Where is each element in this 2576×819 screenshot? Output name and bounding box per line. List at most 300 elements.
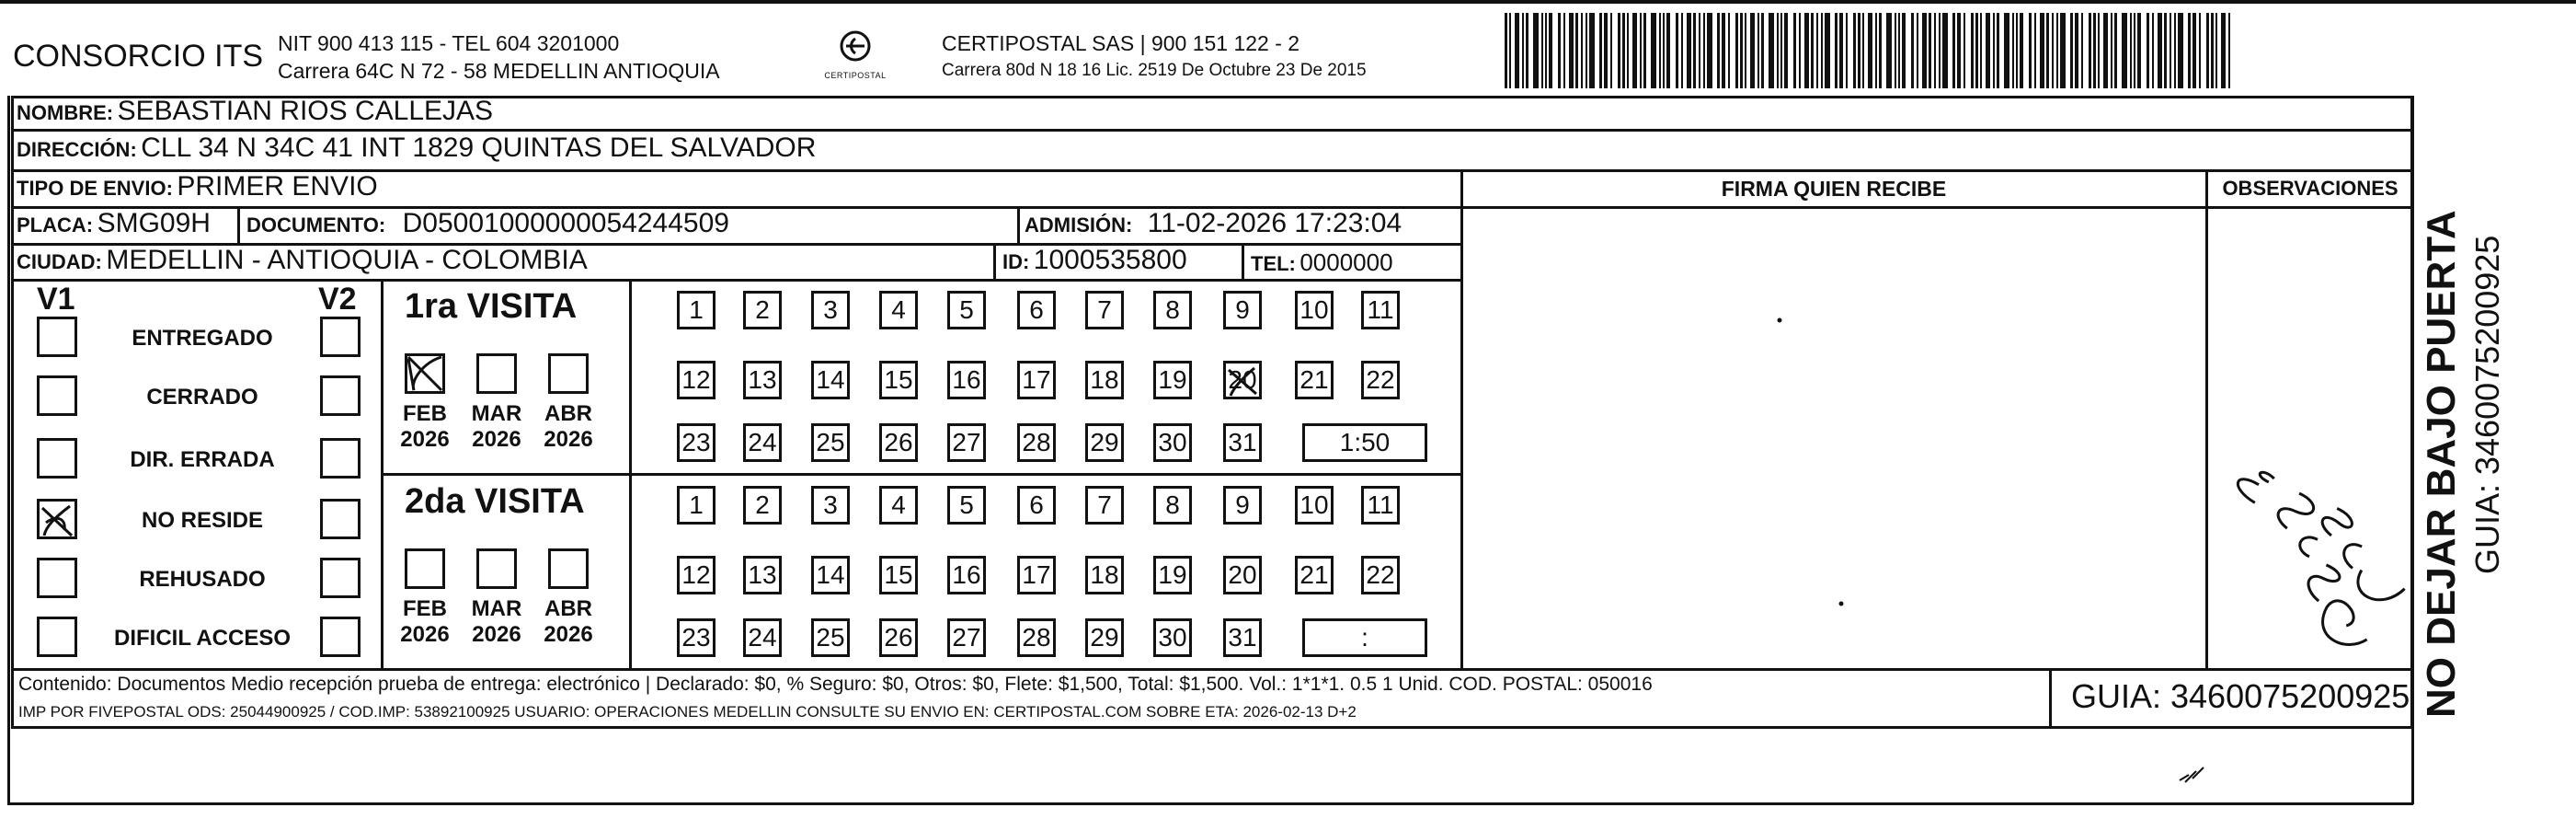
tel-divider xyxy=(1242,243,1244,280)
day-box[interactable] xyxy=(1153,423,1192,462)
day-number: 22 xyxy=(1366,560,1395,589)
day-number: 29 xyxy=(1090,428,1119,456)
day-number: 27 xyxy=(952,623,981,652)
barcode-bar xyxy=(1505,13,1507,88)
barcode-bar xyxy=(2029,13,2032,88)
day-number: 28 xyxy=(1022,428,1051,456)
day-box[interactable] xyxy=(1223,618,1262,657)
day-box[interactable] xyxy=(743,618,782,657)
signature-marks xyxy=(1462,212,2198,653)
barcode-bar xyxy=(1761,13,1764,88)
company-nit: NIT 900 413 115 - TEL 604 3201000 xyxy=(278,31,620,55)
placa-value: SMG09H xyxy=(97,208,211,238)
visit-title: 2da VISITA xyxy=(405,482,585,521)
barcode-bar xyxy=(2206,13,2209,88)
day-number: 15 xyxy=(884,560,913,589)
day-box[interactable] xyxy=(1085,556,1124,594)
barcode-bar xyxy=(2137,13,2141,88)
nombre-label: NOMBRE: xyxy=(17,101,114,124)
barcode-bar xyxy=(1693,13,1696,88)
day-box[interactable] xyxy=(947,361,986,399)
barcode-bar xyxy=(1793,13,1796,88)
day-number: 5 xyxy=(959,490,974,519)
barcode-bar xyxy=(2070,13,2073,88)
day-number: 6 xyxy=(1029,490,1044,519)
tel-value: 0000000 xyxy=(1299,248,1393,276)
day-box[interactable] xyxy=(677,291,716,329)
day-box[interactable] xyxy=(743,361,782,399)
day-box[interactable] xyxy=(1223,423,1262,462)
day-box[interactable] xyxy=(1085,423,1124,462)
barcode-bar xyxy=(2111,13,2112,88)
day-number: 23 xyxy=(681,623,711,652)
day-number: 21 xyxy=(1299,560,1329,589)
barcode-bar xyxy=(2215,13,2217,88)
day-box[interactable] xyxy=(1017,291,1056,329)
v2-checkbox[interactable] xyxy=(320,375,361,416)
barcode-bar xyxy=(1952,13,1955,88)
barcode-bar xyxy=(2221,13,2226,88)
barcode-bar xyxy=(1825,13,1830,88)
barcode-bar xyxy=(1735,13,1738,88)
stray-mark xyxy=(2176,760,2213,788)
barcode-bar xyxy=(2034,13,2036,88)
day-number: 24 xyxy=(748,623,777,652)
day-box[interactable] xyxy=(1361,291,1400,329)
barcode-bar xyxy=(1997,13,1999,88)
status-option-label: DIR. ERRADA xyxy=(130,447,275,472)
barcode-bar xyxy=(1651,13,1656,88)
month-label: ABR 2026 xyxy=(544,401,593,452)
status-option-label: CERRADO xyxy=(146,385,258,410)
barcode-bar xyxy=(1586,13,1587,88)
day-number: 27 xyxy=(952,428,981,456)
carrier-address: Carrera 80d N 18 16 Lic. 2519 De Octubre 23 De 2015 xyxy=(942,61,1367,80)
barcode-bar xyxy=(1541,13,1543,88)
day-box[interactable] xyxy=(677,618,716,657)
barcode-bar xyxy=(2130,13,2132,88)
barcode-bar xyxy=(1804,13,1809,88)
barcode-bar xyxy=(1971,13,1974,88)
day-box[interactable] xyxy=(1017,486,1056,525)
barcode-bar xyxy=(1569,13,1574,88)
nombre-row xyxy=(17,96,493,127)
v1-checkbox[interactable] xyxy=(37,617,77,657)
day-box[interactable] xyxy=(743,423,782,462)
day-box[interactable] xyxy=(743,486,782,525)
v2-checkbox[interactable] xyxy=(320,617,361,657)
day-box[interactable] xyxy=(1085,618,1124,657)
day-box[interactable] xyxy=(1085,361,1124,399)
day-box[interactable] xyxy=(1295,291,1334,329)
barcode-bar xyxy=(1939,13,1941,88)
day-box[interactable] xyxy=(1017,423,1056,462)
day-box[interactable] xyxy=(947,486,986,525)
barcode-bar xyxy=(1740,13,1743,88)
day-number: 17 xyxy=(1022,560,1051,589)
day-box[interactable] xyxy=(743,556,782,594)
day-number: 30 xyxy=(1158,428,1187,456)
barcode-bar xyxy=(1895,13,1896,88)
time-box[interactable]: : xyxy=(1302,618,1427,657)
v2-checkbox[interactable] xyxy=(320,317,361,357)
placa-row xyxy=(17,208,211,239)
barcode-bar xyxy=(1558,13,1561,88)
day-box[interactable] xyxy=(1223,556,1262,594)
v1-checkbox[interactable] xyxy=(37,558,77,598)
day-number: 1 xyxy=(689,490,704,519)
visit-divider xyxy=(381,473,1462,476)
barcode-bar xyxy=(1610,13,1612,88)
barcode-bar xyxy=(1728,13,1730,88)
barcode-bar xyxy=(2152,13,2154,88)
barcode-bar xyxy=(2004,13,2009,88)
barcode-bar xyxy=(1780,13,1782,88)
visit-title: 1ra VISITA xyxy=(405,287,578,326)
day-box[interactable] xyxy=(1017,618,1056,657)
day-box[interactable] xyxy=(1223,486,1262,525)
barcode-bar xyxy=(2098,13,2100,88)
barcode-bar xyxy=(2122,13,2127,88)
barcode-bar xyxy=(1509,13,1511,88)
barcode-bar xyxy=(1687,13,1691,88)
status-option-label: REHUSADO xyxy=(139,567,266,592)
day-box[interactable] xyxy=(1085,291,1124,329)
day-box[interactable] xyxy=(811,291,850,329)
barcode-bar xyxy=(1846,13,1848,88)
nombre-value: SEBASTIAN RIOS CALLEJAS xyxy=(117,96,494,126)
barcode-bar xyxy=(1676,13,1678,88)
barcode-bar xyxy=(1722,13,1725,88)
barcode-bar xyxy=(2046,13,2049,88)
barcode-bar xyxy=(1784,13,1788,88)
admision-label: ADMISIÓN: xyxy=(1025,213,1133,236)
day-number: 2 xyxy=(755,490,770,519)
barcode-bar xyxy=(1699,13,1700,88)
observation-handwriting xyxy=(2209,276,2411,663)
day-number: 18 xyxy=(1090,365,1119,394)
day-number: 16 xyxy=(952,365,981,394)
observaciones-label: OBSERVACIONES xyxy=(2222,177,2399,200)
time-box[interactable]: 1:50 xyxy=(1302,423,1427,462)
day-number: 12 xyxy=(681,365,711,394)
tel-label: TEL: xyxy=(1251,252,1296,275)
barcode-bar xyxy=(1835,13,1838,88)
day-box[interactable] xyxy=(879,556,918,594)
day-box[interactable] xyxy=(879,291,918,329)
v1-header: V1 xyxy=(37,282,75,317)
day-box[interactable] xyxy=(1153,291,1192,329)
month-checkbox[interactable] xyxy=(405,353,445,394)
admision-field xyxy=(1025,208,1402,239)
day-number: 7 xyxy=(1097,490,1112,519)
barcode-bar xyxy=(2147,13,2149,88)
barcode-bar xyxy=(1898,13,1900,88)
day-number: 23 xyxy=(681,428,711,456)
barcode-bar xyxy=(1599,13,1602,88)
ciudad-row xyxy=(17,245,588,276)
barcode-bar xyxy=(2158,13,2162,88)
month-label: FEB 2026 xyxy=(400,596,450,647)
tipo-value: PRIMER ENVIO xyxy=(177,171,378,202)
day-number: 16 xyxy=(952,560,981,589)
documento-label: DOCUMENTO: xyxy=(246,213,386,236)
barcode-bar xyxy=(2056,13,2058,88)
barcode-bars xyxy=(1501,13,2237,88)
v2-checkbox[interactable] xyxy=(320,558,361,598)
day-number: 13 xyxy=(748,560,777,589)
barcode-bar xyxy=(2020,13,2023,88)
barcode-bar xyxy=(2060,13,2066,88)
side-guia-text: GUIA: 3460075200925 xyxy=(2468,235,2506,574)
month-checkbox[interactable] xyxy=(405,548,445,589)
tipo-row xyxy=(17,171,378,202)
barcode-bar xyxy=(1545,13,1547,88)
day-box[interactable] xyxy=(1153,618,1192,657)
barcode-bar xyxy=(1799,13,1801,88)
day-number: 11 xyxy=(1367,295,1394,324)
company-name: CONSORCIO ITS xyxy=(13,39,264,74)
barcode-bar xyxy=(2192,13,2196,88)
day-number: 24 xyxy=(748,428,777,456)
footer-line-2: IMP POR FIVEPOSTAL ODS: 25044900925 / COD.IMP: 53892100925 USUARIO: OPERACIONES MEDELLIN CONSULTE SU ENVIO EN: CERTIPOSTAL.COM SOBRE ETA: 2026-02-13 D+2 xyxy=(18,703,1357,721)
top-border xyxy=(0,0,2576,4)
day-number: 21 xyxy=(1299,365,1329,394)
barcode-bar xyxy=(2114,13,2117,88)
v1-checkbox[interactable] xyxy=(37,375,77,416)
day-number: 10 xyxy=(1299,490,1329,519)
day-box[interactable] xyxy=(947,423,986,462)
day-box[interactable] xyxy=(677,556,716,594)
barcode-bar xyxy=(1821,13,1823,88)
day-number: 26 xyxy=(884,623,913,652)
barcode-bar xyxy=(2103,13,2108,88)
day-number: 9 xyxy=(1235,490,1250,519)
day-box[interactable] xyxy=(879,423,918,462)
barcode-bar xyxy=(1604,13,1608,88)
day-box[interactable] xyxy=(1361,556,1400,594)
barcode-bar xyxy=(2174,13,2176,88)
barcode-bar xyxy=(1563,13,1565,88)
day-box[interactable] xyxy=(1017,556,1056,594)
barcode-bar xyxy=(1575,13,1578,88)
day-number: 9 xyxy=(1235,295,1250,324)
barcode-bar xyxy=(1745,13,1746,88)
day-box[interactable] xyxy=(1223,291,1262,329)
day-box[interactable] xyxy=(811,423,850,462)
barcode-bar xyxy=(1839,13,1843,88)
v1-checkbox[interactable] xyxy=(37,438,77,479)
day-box[interactable] xyxy=(1223,361,1262,399)
day-number: 11 xyxy=(1367,490,1394,519)
firma-label: FIRMA QUIEN RECIBE xyxy=(1721,177,1947,201)
side-warning-text: NO DEJAR BAJO PUERTA xyxy=(2419,210,2464,718)
barcode-bar xyxy=(2199,13,2201,88)
barcode-bar xyxy=(1640,13,1642,88)
barcode-bar xyxy=(1853,13,1856,88)
day-box[interactable] xyxy=(1361,361,1400,399)
day-number: 20 xyxy=(1228,365,1257,394)
barcode-bar xyxy=(1777,13,1779,88)
day-box[interactable] xyxy=(811,618,850,657)
v1-checkbox[interactable] xyxy=(37,499,77,539)
footer-line-1: Contenido: Documentos Medio recepción prueba de entrega: electrónico | Declarado: $0, % Seguro: $0, Otros: $0, Flete: $1,500, Total: $1,500. Vol.: 1*1*1. 0.5 1 Unid. COD. POSTAL: 050016 xyxy=(18,674,1653,695)
day-number: 4 xyxy=(891,295,906,324)
day-number: 12 xyxy=(681,560,711,589)
barcode-bar xyxy=(1886,13,1892,88)
day-number: 10 xyxy=(1299,295,1329,324)
day-number: 4 xyxy=(891,490,906,519)
day-number: 3 xyxy=(823,295,838,324)
month-checkbox[interactable] xyxy=(548,548,589,589)
day-number: 26 xyxy=(884,428,913,456)
month-checkbox[interactable] xyxy=(476,548,517,589)
footer-guia: GUIA: 3460075200925 xyxy=(2071,677,2410,715)
barcode-bar xyxy=(2093,13,2096,88)
barcode-bar xyxy=(1643,13,1646,88)
day-box[interactable] xyxy=(947,556,986,594)
barcode-bar xyxy=(1929,13,1931,88)
barcode-bar xyxy=(1533,13,1539,88)
check-mark-icon xyxy=(37,499,77,539)
placa-label: PLACA: xyxy=(17,213,94,236)
barcode-bar xyxy=(2211,13,2214,88)
barcode-bar xyxy=(1666,13,1670,88)
direccion-row xyxy=(17,133,816,164)
ciudad-value: MEDELLIN - ANTIOQUIA - COLOMBIA xyxy=(106,245,588,275)
day-box[interactable] xyxy=(1295,556,1334,594)
company-address: Carrera 64C N 72 - 58 MEDELLIN ANTIOQUIA xyxy=(278,59,720,83)
barcode-bar xyxy=(1622,13,1625,88)
day-box[interactable] xyxy=(947,291,986,329)
day-box[interactable] xyxy=(743,291,782,329)
day-box[interactable] xyxy=(1153,361,1192,399)
barcode-bar xyxy=(1902,13,1906,88)
day-number: 25 xyxy=(816,623,845,652)
barcode-bar xyxy=(2075,13,2078,88)
day-box[interactable] xyxy=(879,618,918,657)
day-box[interactable] xyxy=(947,618,986,657)
day-number: 3 xyxy=(823,490,838,519)
side-guia xyxy=(2468,96,2509,574)
day-box[interactable] xyxy=(811,486,850,525)
day-number: 29 xyxy=(1090,623,1119,652)
status-option-label: NO RESIDE xyxy=(141,508,264,533)
day-box[interactable] xyxy=(811,556,850,594)
carrier-info: CERTIPOSTAL SAS | 900 151 122 - 2 xyxy=(942,31,1300,55)
barcode-bar xyxy=(2012,13,2014,88)
barcode-bar xyxy=(1879,13,1882,88)
barcode-bar xyxy=(2164,13,2167,88)
barcode-bar xyxy=(1707,13,1712,88)
barcode-bar xyxy=(2178,13,2183,88)
id-field xyxy=(1002,245,1187,276)
day-number: 14 xyxy=(816,365,845,394)
barcode-bar xyxy=(1868,13,1872,88)
months-divider xyxy=(629,279,632,669)
day-box[interactable] xyxy=(677,486,716,525)
outer-left-edge xyxy=(7,96,10,804)
day-box[interactable] xyxy=(1295,361,1334,399)
day-box[interactable] xyxy=(1085,486,1124,525)
barcode-bar xyxy=(1993,13,1995,88)
barcode-bar xyxy=(1757,13,1759,88)
day-box[interactable] xyxy=(1153,486,1192,525)
day-number: 14 xyxy=(816,560,845,589)
day-number: 1 xyxy=(689,295,704,324)
barcode-bar xyxy=(1862,13,1864,88)
check-mark-icon xyxy=(1223,361,1262,399)
id-label: ID: xyxy=(1002,250,1030,273)
day-number: 30 xyxy=(1158,623,1187,652)
day-box[interactable] xyxy=(677,361,716,399)
id-value: 1000535800 xyxy=(1033,245,1187,275)
barcode-bar xyxy=(1681,13,1683,88)
barcode-bar xyxy=(2134,13,2135,88)
barcode-bar xyxy=(1975,13,1978,88)
barcode-bar xyxy=(1526,13,1528,88)
day-box[interactable] xyxy=(1017,361,1056,399)
month-label: MAR 2026 xyxy=(471,596,522,647)
v2-checkbox[interactable] xyxy=(320,499,361,539)
day-box[interactable] xyxy=(811,361,850,399)
day-box[interactable] xyxy=(879,361,918,399)
month-checkbox[interactable] xyxy=(548,353,589,394)
footer-guia-divider xyxy=(2049,668,2052,729)
barcode-bar xyxy=(1750,13,1755,88)
barcode-bar xyxy=(1663,13,1665,88)
day-number: 22 xyxy=(1366,365,1395,394)
day-box[interactable] xyxy=(1295,486,1334,525)
certipostal-logo xyxy=(819,29,892,85)
barcode-bar xyxy=(1618,13,1620,88)
month-label: MAR 2026 xyxy=(471,401,522,452)
barcode-bar xyxy=(1963,13,1965,88)
footer-top-line xyxy=(11,668,2413,671)
day-box[interactable] xyxy=(1153,556,1192,594)
day-number: 31 xyxy=(1228,623,1257,652)
day-number: 13 xyxy=(748,365,777,394)
barcode-bar xyxy=(1515,13,1519,88)
day-number: 2 xyxy=(755,295,770,324)
day-box[interactable] xyxy=(879,486,918,525)
barcode-bar xyxy=(2188,13,2191,88)
month-label: ABR 2026 xyxy=(544,596,593,647)
v2-checkbox[interactable] xyxy=(320,438,361,479)
barcode-bar xyxy=(1816,13,1818,88)
day-number: 15 xyxy=(884,365,913,394)
barcode-bar xyxy=(1957,13,1961,88)
day-number: 19 xyxy=(1158,560,1187,589)
month-checkbox[interactable] xyxy=(476,353,517,394)
day-number: 6 xyxy=(1029,295,1044,324)
day-number: 8 xyxy=(1165,490,1180,519)
v1-checkbox[interactable] xyxy=(37,317,77,357)
logo-icon xyxy=(834,29,876,66)
barcode xyxy=(1501,13,2237,88)
day-box[interactable] xyxy=(677,423,716,462)
outer-bottom-edge xyxy=(7,802,2413,805)
day-box[interactable] xyxy=(1361,486,1400,525)
documento-value: D05001000000054244509 xyxy=(402,208,729,238)
barcode-bar xyxy=(1934,13,1936,88)
direccion-label: DIRECCIÓN: xyxy=(17,138,137,161)
month-label: FEB 2026 xyxy=(400,401,450,452)
barcode-bar xyxy=(1769,13,1774,88)
status-option-label: DIFICIL ACCESO xyxy=(113,626,291,651)
tipo-label: TIPO DE ENVIO: xyxy=(17,177,173,200)
barcode-bar xyxy=(1811,13,1814,88)
